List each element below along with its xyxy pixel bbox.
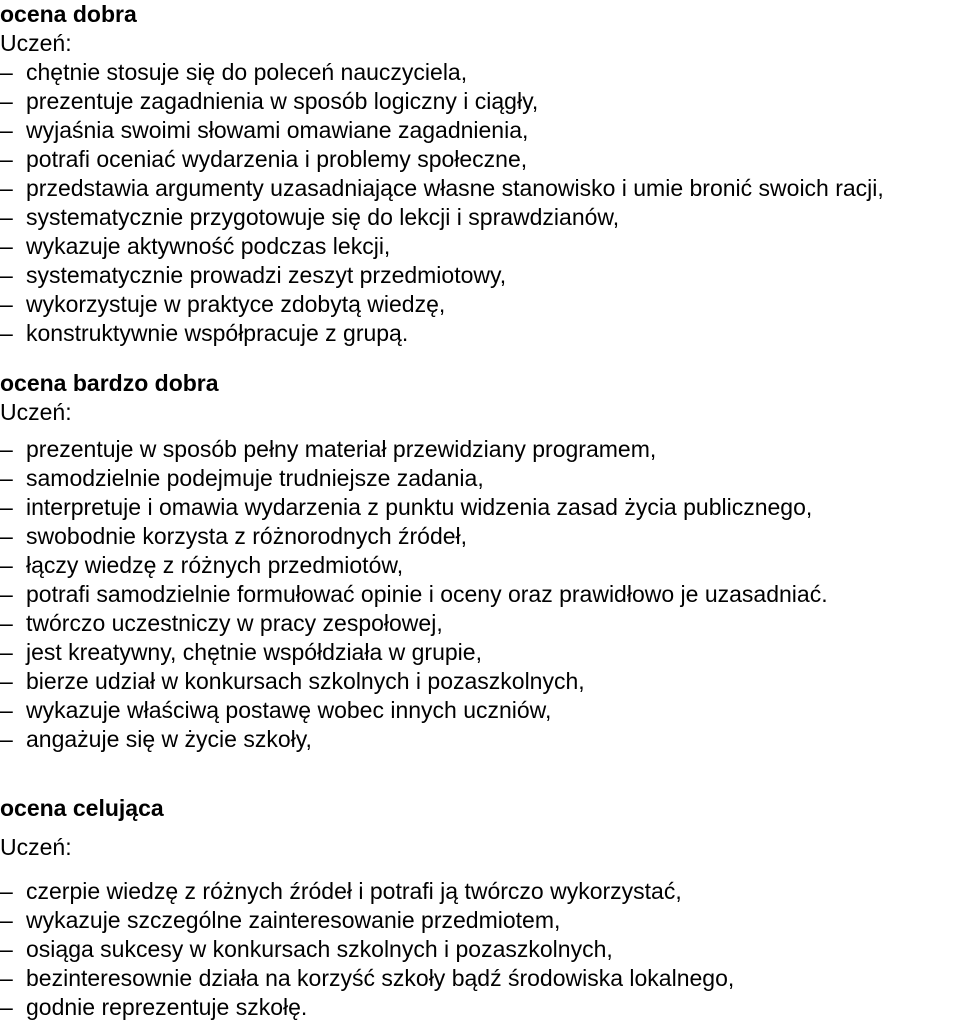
grade-heading: ocena celująca — [0, 795, 164, 821]
dash-bullet: – — [0, 878, 13, 904]
list-item — [0, 906, 960, 935]
item-text: interpretuje i omawia wydarzenia z punktu widzenia zasad życia publicznego, — [26, 494, 813, 520]
item-text: konstruktywnie współpracuje z grupą. — [26, 320, 409, 346]
list-item — [0, 319, 960, 348]
dash-bullet: – — [0, 610, 13, 636]
list-item — [0, 58, 960, 87]
list-item — [0, 935, 960, 964]
dash-bullet: – — [0, 436, 13, 462]
list-item — [0, 232, 960, 261]
dash-bullet: – — [0, 907, 13, 933]
item-text: swobodnie korzysta z różnorodnych źródeł, — [26, 523, 468, 549]
list-item — [0, 435, 960, 464]
list-item — [0, 261, 960, 290]
student-label: Uczeń: — [0, 30, 72, 56]
dash-bullet: – — [0, 320, 13, 346]
dash-bullet: – — [0, 117, 13, 143]
dash-bullet: – — [0, 465, 13, 491]
list-item — [0, 551, 960, 580]
list-item — [0, 638, 960, 667]
item-text: systematycznie przygotowuje się do lekcji i sprawdzianów, — [26, 204, 620, 230]
item-text: potrafi samodzielnie formułować opinie i oceny oraz prawidłowo je uzasadniać. — [26, 581, 828, 607]
student-label: Uczeń: — [0, 399, 72, 425]
list-item — [0, 667, 960, 696]
grade-section-bardzo-dobra — [0, 369, 960, 754]
list-item — [0, 116, 960, 145]
criteria-list — [0, 58, 960, 348]
dash-bullet: – — [0, 146, 13, 172]
item-text: bezinteresownie działa na korzyść szkoły bądź środowiska lokalnego, — [26, 965, 735, 991]
grade-heading: ocena bardzo dobra — [0, 370, 219, 396]
item-text: bierze udział w konkursach szkolnych i pozaszkolnych, — [26, 668, 585, 694]
list-item — [0, 290, 960, 319]
item-text: wykazuje aktywność podczas lekcji, — [26, 233, 391, 259]
dash-bullet: – — [0, 697, 13, 723]
list-item — [0, 87, 960, 116]
item-text: łączy wiedzę z różnych przedmiotów, — [26, 552, 404, 578]
dash-bullet: – — [0, 639, 13, 665]
item-text: wykazuje właściwą postawę wobec innych uczniów, — [26, 697, 552, 723]
list-item — [0, 145, 960, 174]
dash-bullet: – — [0, 291, 13, 317]
dash-bullet: – — [0, 494, 13, 520]
dash-bullet: – — [0, 726, 13, 752]
item-text: godnie reprezentuje szkołę. — [26, 994, 308, 1020]
item-text: samodzielnie podejmuje trudniejsze zadania, — [26, 465, 484, 491]
list-item — [0, 725, 960, 754]
list-item — [0, 964, 960, 993]
dash-bullet: – — [0, 965, 13, 991]
dash-bullet: – — [0, 668, 13, 694]
dash-bullet: – — [0, 233, 13, 259]
dash-bullet: – — [0, 523, 13, 549]
dash-bullet: – — [0, 552, 13, 578]
item-text: systematycznie prowadzi zeszyt przedmiotowy, — [26, 262, 507, 288]
dash-bullet: – — [0, 936, 13, 962]
student-label: Uczeń: — [0, 834, 72, 860]
dash-bullet: – — [0, 262, 13, 288]
list-item — [0, 493, 960, 522]
grade-section-dobra — [0, 0, 960, 348]
grade-section-celujaca — [0, 794, 960, 1022]
list-item — [0, 609, 960, 638]
dash-bullet: – — [0, 175, 13, 201]
item-text: chętnie stosuje się do poleceń nauczyciela, — [26, 59, 468, 85]
list-item — [0, 203, 960, 232]
item-text: czerpie wiedzę z różnych źródeł i potrafi ją twórczo wykorzystać, — [26, 878, 682, 904]
list-item — [0, 174, 960, 203]
dash-bullet: – — [0, 581, 13, 607]
list-item — [0, 464, 960, 493]
item-text: wyjaśnia swoimi słowami omawiane zagadnienia, — [26, 117, 529, 143]
criteria-list — [0, 435, 960, 754]
dash-bullet: – — [0, 59, 13, 85]
item-text: prezentuje w sposób pełny materiał przewidziany programem, — [26, 436, 657, 462]
list-item — [0, 580, 960, 609]
item-text: osiąga sukcesy w konkursach szkolnych i pozaszkolnych, — [26, 936, 613, 962]
item-text: wykorzystuje w praktyce zdobytą wiedzę, — [26, 291, 446, 317]
item-text: potrafi oceniać wydarzenia i problemy społeczne, — [26, 146, 528, 172]
list-item — [0, 993, 960, 1022]
list-item — [0, 877, 960, 906]
dash-bullet: – — [0, 88, 13, 114]
item-text: wykazuje szczególne zainteresowanie przedmiotem, — [26, 907, 561, 933]
list-item — [0, 696, 960, 725]
grade-heading: ocena dobra — [0, 1, 137, 27]
item-text: twórczo uczestniczy w pracy zespołowej, — [26, 610, 443, 636]
item-text: przedstawia argumenty uzasadniające własne stanowisko i umie bronić swoich racji, — [26, 175, 884, 201]
item-text: prezentuje zagadnienia w sposób logiczny i ciągły, — [26, 88, 539, 114]
item-text: angażuje się w życie szkoły, — [26, 726, 312, 752]
criteria-list — [0, 877, 960, 1022]
item-text: jest kreatywny, chętnie współdziała w grupie, — [26, 639, 482, 665]
dash-bullet: – — [0, 204, 13, 230]
list-item — [0, 522, 960, 551]
dash-bullet: – — [0, 994, 13, 1020]
